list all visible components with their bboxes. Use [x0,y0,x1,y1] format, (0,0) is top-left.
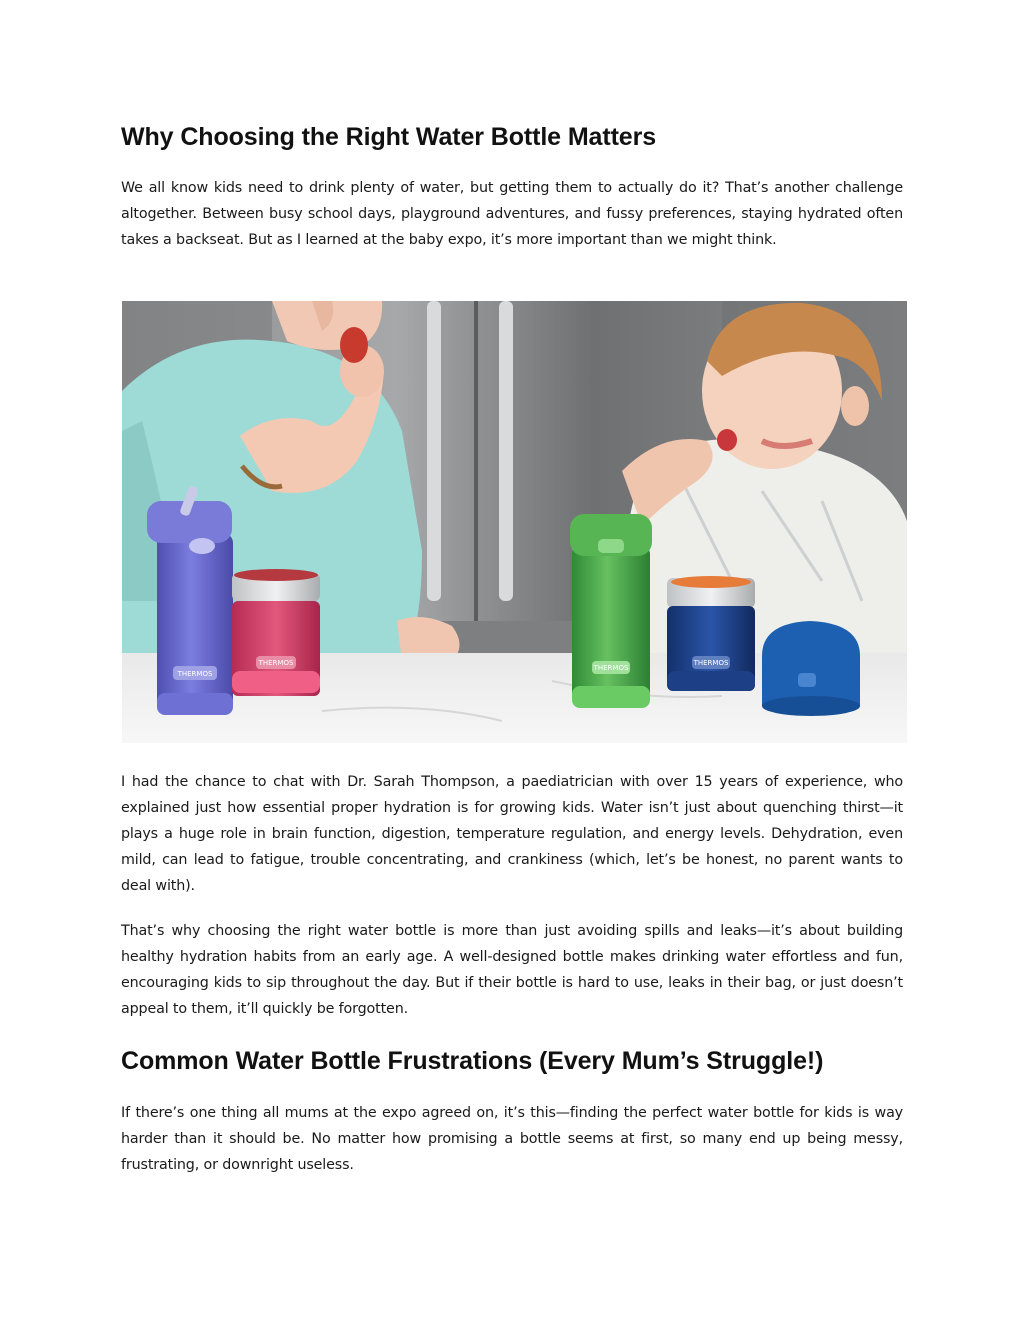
fridge-handle-right [499,301,513,601]
section-heading-why-choosing: Why Choosing the Right Water Bottle Matters [121,123,657,151]
paragraph-right-bottle: That’s why choosing the right water bottle is more than just avoiding spills and leaks—it’s about building healthy hydration habits from an early age. A well-designed bottle makes drinking water effortless and fun, encouraging kids to sip throughout the day. But if their bottle is hard to use, leaks in their bag, or just doesn’t appeal to them, it’ll quickly be forgotten. [121,923,903,1017]
blue-bottle-lid [762,621,860,716]
paragraph-intro: We all know kids need to drink plenty of water, but getting them to actually do it? That’s another challenge altogether. Between busy school days, playground adventures, and fussy preferences, staying hydrated often takes a backseat. But as I learned at the baby expo, it’s more important than we might think. [121,180,903,248]
purple-bottle-brand: THERMOS [177,670,213,678]
navy-food-jar [667,576,755,691]
section-heading-frustrations: Common Water Bottle Frustrations (Every Mum’s Struggle!) [121,1047,824,1075]
photo-illustration [122,301,907,743]
pink-food-jar [232,569,320,696]
green-bottle-brand: THERMOS [593,664,629,672]
paragraph-frustrations-intro: If there’s one thing all mums at the expo agreed on, it’s this—finding the perfect water bottle for kids is way harder than it should be. No matter how promising a bottle seems at first, so many end up being messy, frustrating, or downright useless. [121,1105,903,1173]
purple-water-bottle [147,485,233,715]
kids-with-bottles-photo [122,301,907,743]
navy-jar-brand: THERMOS [693,659,729,667]
strawberry [340,327,368,363]
green-water-bottle [570,514,652,708]
pink-jar-brand: THERMOS [258,659,294,667]
paragraph-dr-thompson: I had the chance to chat with Dr. Sarah Thompson, a paediatrician with over 15 years of experience, who explained just how essential proper hydration is for growing kids. Water isn’t just about quenching thirst—it plays a huge role in brain function, digestion, temperature regulation, and energy levels. Dehydration, even mild, can lead to fatigue, trouble concentrating, and crankiness (which, let’s be honest, no parent wants to deal with). [121,774,903,894]
fridge-handle-left [427,301,441,601]
